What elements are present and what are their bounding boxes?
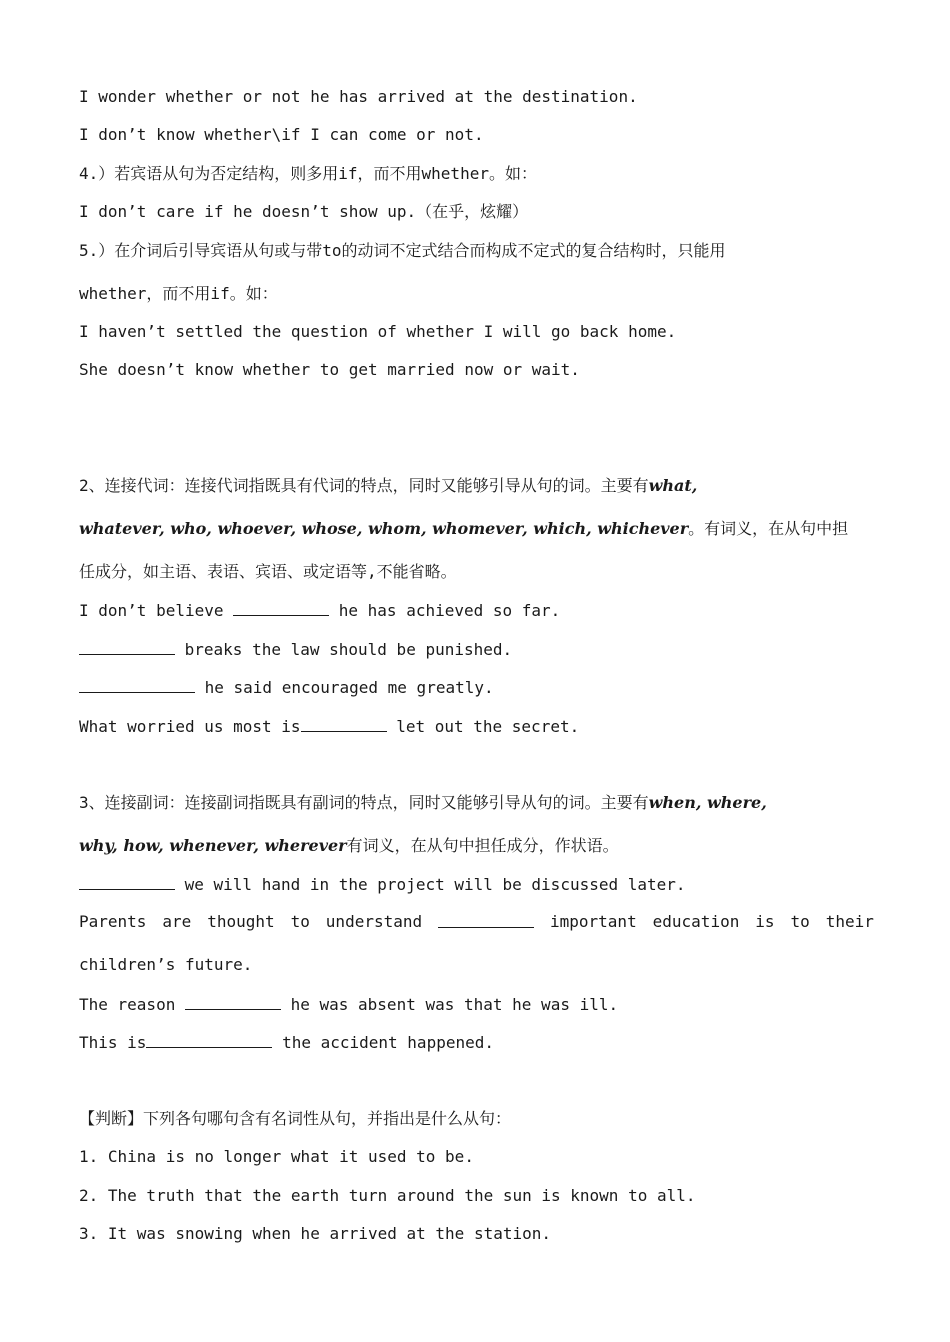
section2-intro-line2: [79, 518, 874, 540]
fill-blank: [233, 599, 329, 616]
section2-keywords: whatever, who, whoever, whose, whom, whomever, which, whichever: [79, 519, 689, 538]
section3-exercise-2-cont: children’s future.: [79, 955, 253, 974]
exercise-text: let out the secret.: [386, 717, 580, 736]
word: thought: [207, 912, 275, 931]
section3-intro-line1: [79, 792, 874, 814]
fill-blank: [438, 911, 534, 928]
judge-title: 【判断】下列各句哪句含有名词性从句，并指出是什么从句：: [79, 1109, 512, 1128]
fill-blank: [146, 1031, 272, 1048]
exercise-text: The reason: [79, 995, 185, 1014]
word: education: [652, 912, 740, 931]
section3-exercise-2: [79, 911, 874, 933]
word: to: [290, 912, 310, 931]
text-line: 5.）在介词后引导宾语从句或与带to的动词不定式结合而构成不定式的复合结构时，只能用: [79, 241, 726, 260]
exercise-text: he said encouraged me greatly.: [195, 678, 494, 697]
word: important: [550, 912, 637, 931]
section3-exercise-1: [79, 873, 874, 895]
section2-intro-text: 。有词义，在从句中担: [688, 519, 849, 538]
text-line: I don’t know whether\if I can come or not.: [79, 125, 484, 144]
section3-intro-text: 3、连接副词：连接副词指既具有副词的特点，同时又能够引导从句的词。主要有: [79, 793, 649, 812]
exercise-text: breaks the law should be punished.: [175, 640, 513, 659]
exercise-text: we will hand in the project will be discussed later.: [175, 875, 686, 894]
section3-keywords: why, how, whenever, wherever: [79, 836, 347, 855]
section2-keyword: what,: [648, 476, 698, 495]
text-line: I haven’t settled the question of whether I will go back home.: [79, 322, 677, 341]
fill-blank: [185, 993, 281, 1010]
exercise-text: This is: [79, 1033, 147, 1052]
judge-item: 3. It was snowing when he arrived at the station.: [79, 1224, 552, 1243]
exercise-text: What worried us most is: [79, 717, 301, 736]
section2-exercise-4: [79, 715, 874, 737]
word: understand: [325, 912, 423, 931]
text-line: I wonder whether or not he has arrived at the destination.: [79, 87, 638, 106]
exercise-text: I don’t believe: [79, 601, 234, 620]
word: is: [755, 912, 775, 931]
section3-intro-line2: [79, 835, 874, 857]
word: their: [825, 912, 874, 931]
exercise-text: the accident happened.: [272, 1033, 494, 1052]
section3-intro-text: 有词义，在从句中担任成分，作状语。: [346, 836, 619, 855]
word: to: [790, 912, 810, 931]
fill-blank: [79, 873, 175, 890]
text-line: whether，而不用if。如：: [79, 284, 278, 303]
text-line: I don’t care if he doesn’t show up.（在乎，炫耀）: [79, 202, 529, 221]
judge-item: 2. The truth that the earth turn around the sun is known to all.: [79, 1186, 696, 1205]
section2-exercise-1: [79, 599, 874, 621]
section2-intro-text: 2、连接代词：连接代词指既具有代词的特点，同时又能够引导从句的词。主要有: [79, 476, 649, 495]
section3-exercise-4: [79, 1031, 874, 1053]
word: Parents: [79, 912, 147, 931]
fill-blank: [79, 676, 195, 693]
judge-item: 1. China is no longer what it used to be.: [79, 1147, 474, 1166]
text-line: 4.）若宾语从句为否定结构，则多用if，而不用whether。如：: [79, 164, 537, 183]
section2-exercise-3: [79, 676, 874, 698]
section2-intro-line1: [79, 475, 874, 497]
exercise-text: he has achieved so far.: [329, 601, 561, 620]
word: are: [162, 912, 192, 931]
section3-keyword: when, where,: [648, 793, 767, 812]
fill-blank: [79, 638, 175, 655]
section3-exercise-3: [79, 993, 874, 1015]
section2-intro-line3: 任成分，如主语、表语、宾语、或定语等,不能省略。: [79, 562, 457, 581]
text-line: She doesn’t know whether to get married now or wait.: [79, 360, 580, 379]
exercise-text: he was absent was that he was ill.: [280, 995, 619, 1014]
fill-blank: [301, 715, 387, 732]
section2-exercise-2: [79, 638, 874, 660]
